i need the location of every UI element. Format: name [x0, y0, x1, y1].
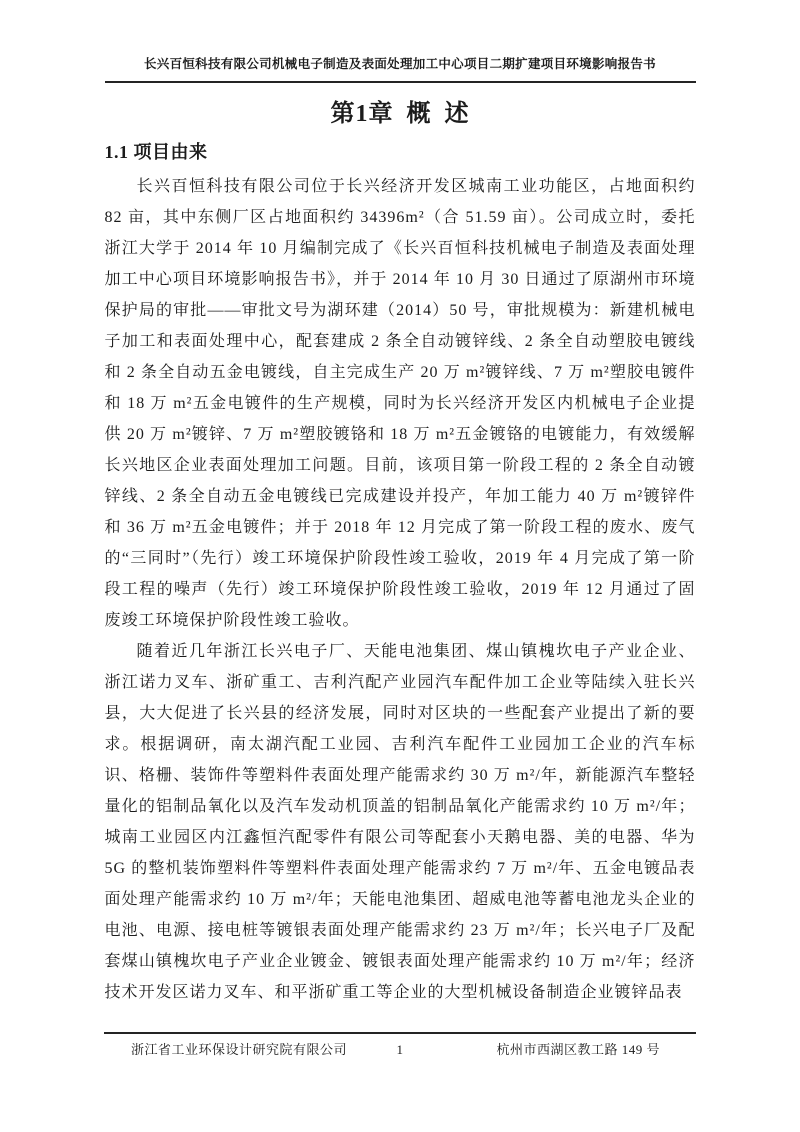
footer-page-number: 1 — [396, 1042, 404, 1057]
footer-address: 杭州市西湖区教工路 149 号 — [496, 1042, 660, 1057]
chapter-title: 第1章 概 述 — [330, 101, 470, 127]
body-text — [105, 171, 696, 1008]
footer-company: 浙江省工业环保设计研究院有限公司 — [131, 1042, 348, 1057]
paragraph-regional-demand: 随着近几年浙江长兴电子厂、天能电池集团、煤山镇槐坎电子产业企业、浙江诺力叉车、浙矿重工、吉利汽配产业园汽车配件加工企业等陆续入驻长兴县，大大促进了长兴县的经济发展，同时对区块的一些配套产业提出了新的要求。根据调研，南太湖汽配工业园、吉利汽车配件工业园加工企业的汽车标识、格栅、装饰件等塑料件表面处理产能需求约 30 万 m²/年，新能源汽车整轻量化的铝制品氧化以及汽车发动机顶盖的铝制品氧化产能需求约 10 万 m²/年；城南工业园区内江鑫恒汽配零件有限公司等配套小天鹅电器、美的电器、华为 5G 的整机装饰塑料件等塑料件表面处理产能需求约 7 万 m²/年、五金电镀品表面处理产能需求约 10 万 m²/年；天能电池集团、超威电池等蓄电池龙头企业的电池、电源、接电桩等镀银表面处理产能需求约 23 万 m²/年；长兴电子厂及配套煤山镇槐坎电子产业企业镀金、镀银表面处理产能需求约 10 万 m²/年；经济技术开发区诺力叉车、和平浙矿重工等企业的大型机械设备制造企业镀锌品表 — [104, 643, 696, 1001]
paragraph-project-origin: 长兴百恒科技有限公司位于长兴经济开发区城南工业功能区，占地面积约 82 亩，其中东侧厂区占地面积约 34396m²（合 51.59 亩）。公司成立时，委托浙江大学于 2014 年 10 月编制完成了《长兴百恒科技机械电子制造及表面处理加工中心项目环境影响报告书》，并于 2014 年 10 月 30 日通过了原湖州市环境保护局的审批——审批文号为湖环建（2014）50 号，审批规模为：新建机械电子加工和表面处理中心，配套建成 2 条全自动镀锌线、2 条全自动塑胶电镀线和 2 条全自动五金电镀线，自主完成生产 20 万 m²镀锌线、7 万 m²塑胶电镀件和 18 万 m²五金电镀件的生产规模，同时为长兴经济开发区内机械电子企业提供 20 万 m²镀锌、7 万 m²塑胶镀铬和 18 万 m²五金镀铬的电镀能力，有效缓解长兴地区企业表面处理加工问题。目前，该项目第一阶段工程的 2 条全自动镀锌线、2 条全自动五金电镀线已完成建设并投产，年加工能力 40 万 m²镀锌件和 36 万 m²五金电镀件；并于 2018 年 12 月完成了第一阶段工程的废水、废气的“三同时”（先行）竣工环境保护阶段性竣工验收，2019 年 4 月完成了第一阶段工程的噪声（先行）竣工环境保护阶段性竣工验收，2019 年 12 月通过了固废竣工环境保护阶段性竣工验收。 — [104, 178, 696, 629]
page-footer — [104, 1032, 696, 1059]
running-header — [105, 0, 696, 83]
section-title: 1.1 项目由来 — [104, 142, 208, 162]
header-rule — [105, 81, 696, 83]
running-header-title: 长兴百恒科技有限公司机械电子制造及表面处理加工中心项目二期扩建项目环境影响报告书 — [143, 57, 656, 71]
